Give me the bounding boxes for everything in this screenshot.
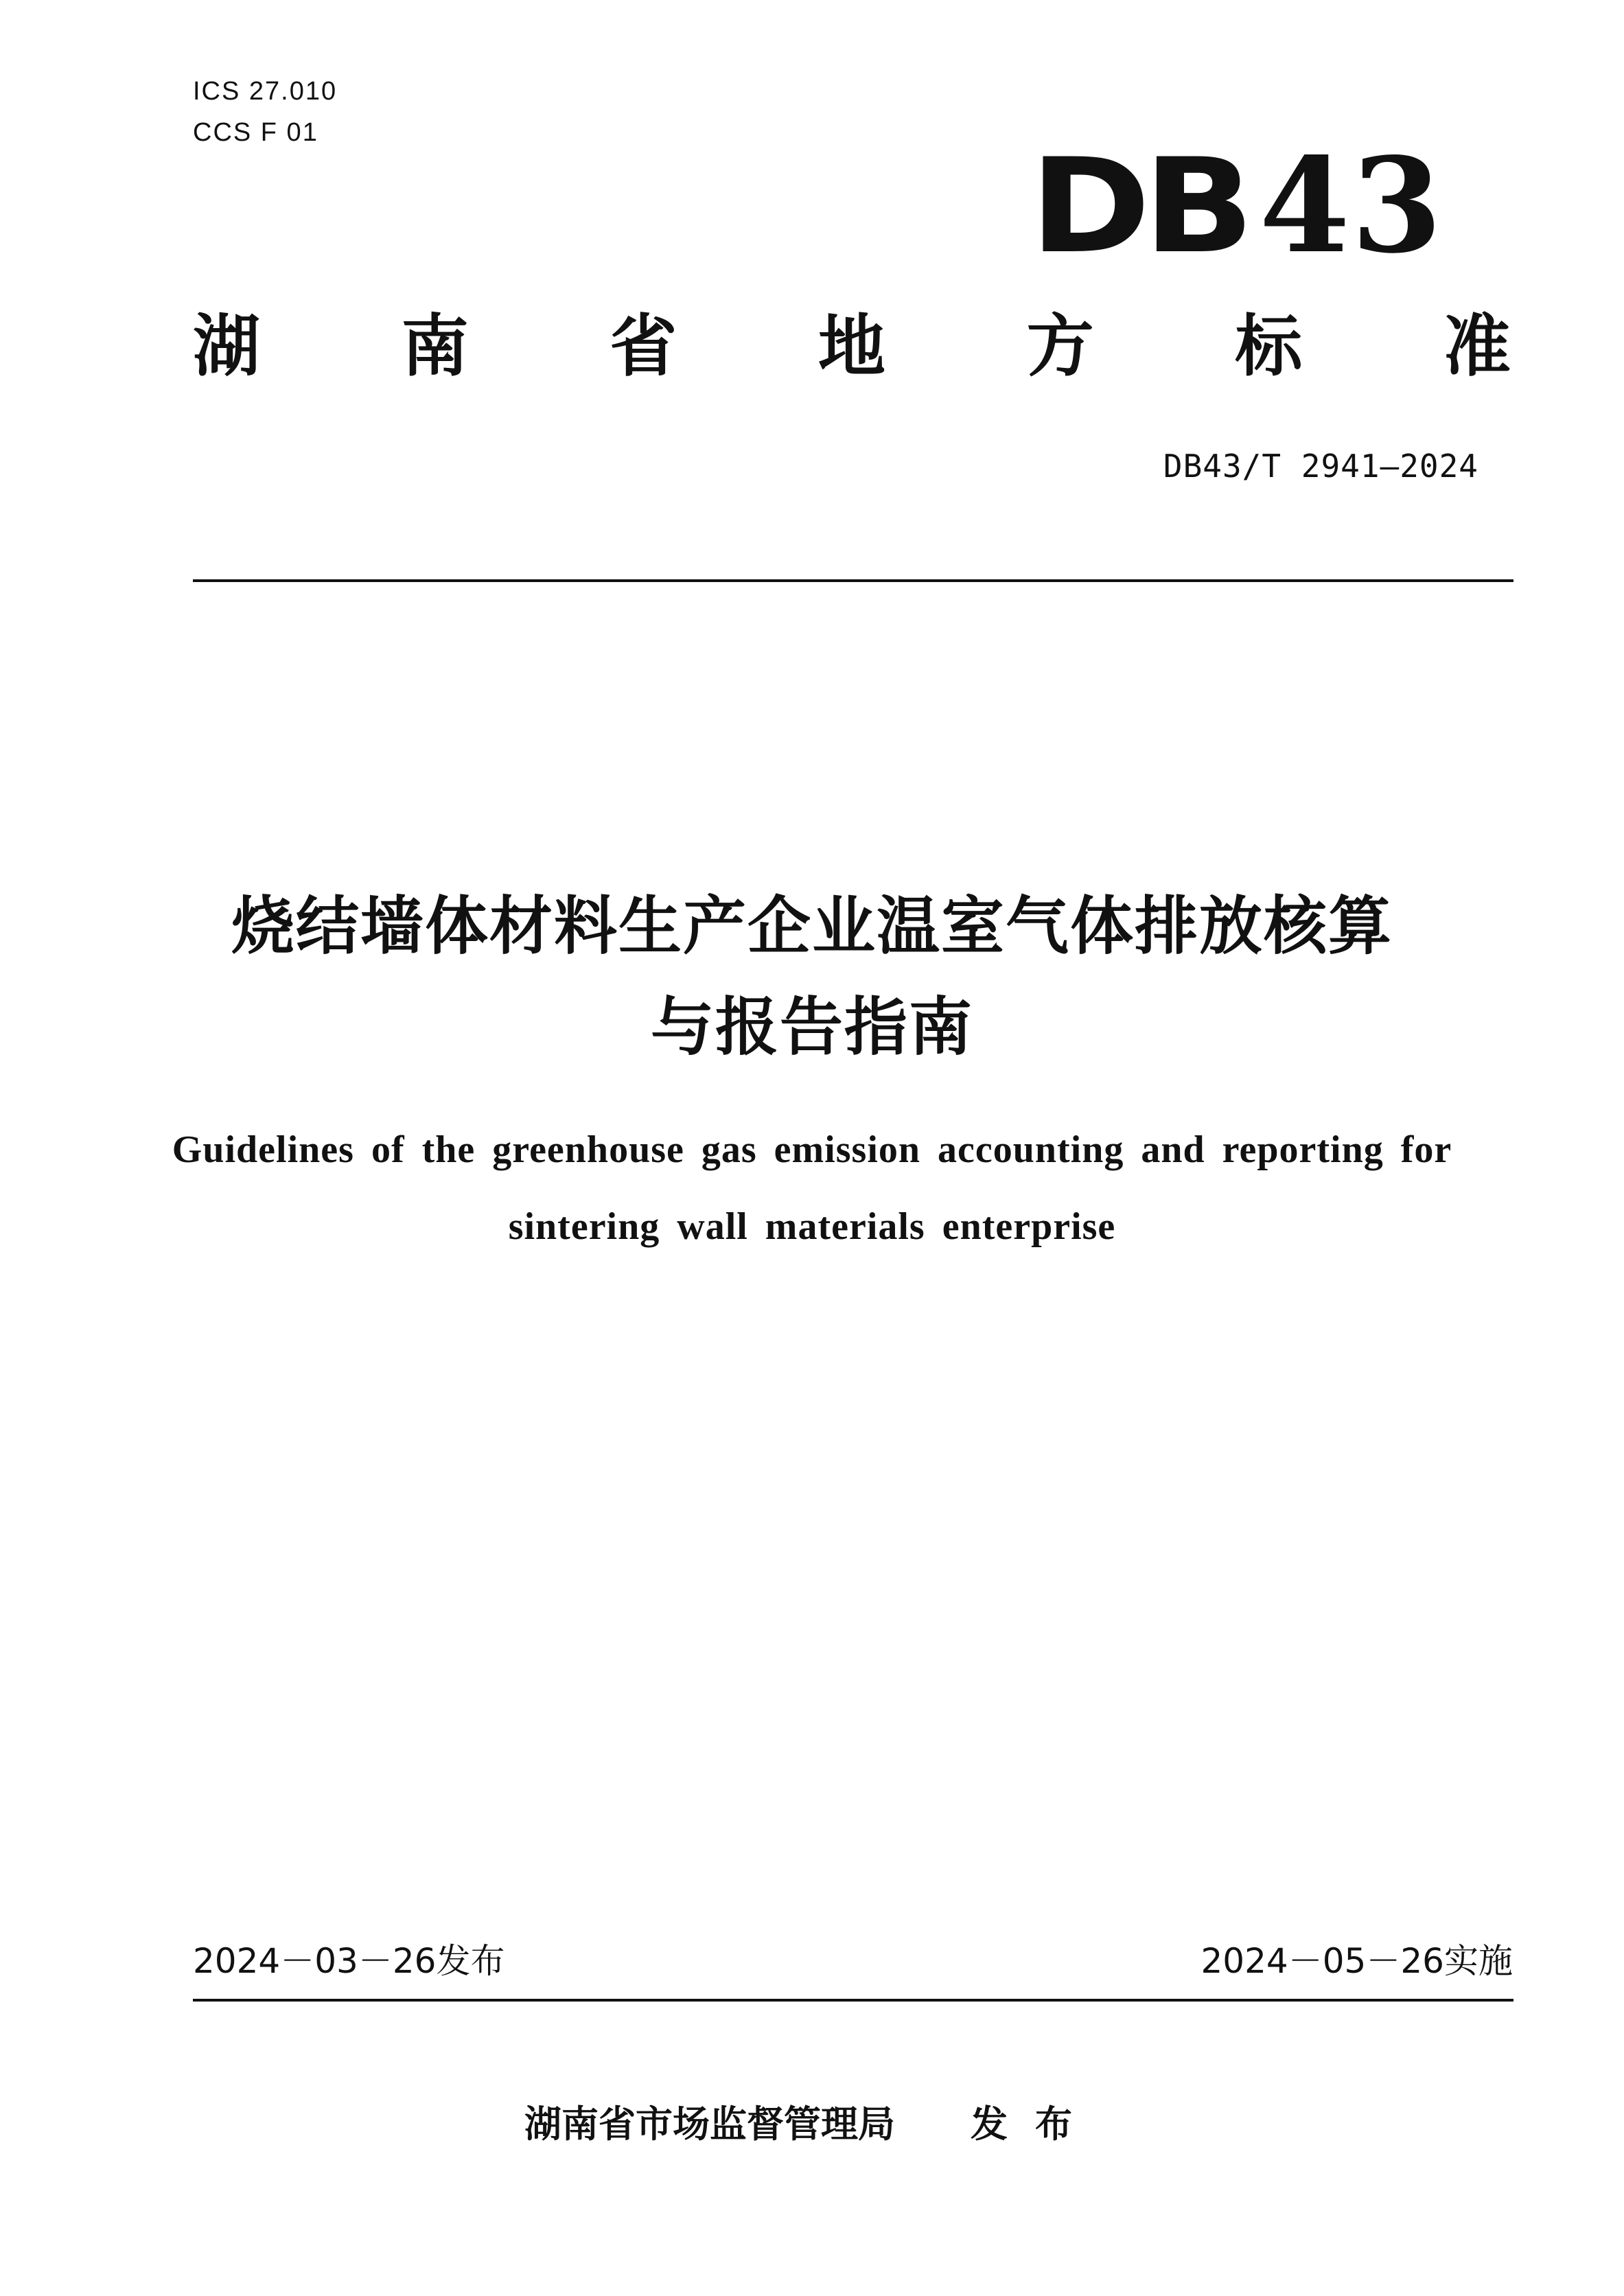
top-divider (193, 579, 1513, 582)
implementation-date: 2024－05－26实施 (1200, 1941, 1513, 1981)
standard-kind-char: 准 (1443, 308, 1511, 386)
title-en-line-1: Guidelines of the greenhouse gas emission accounting and reporting for (172, 1128, 1452, 1171)
logo-prefix: DB (1030, 130, 1247, 282)
publisher-action: 发布 (971, 2102, 1100, 2146)
standard-kind-char: 省 (610, 308, 677, 386)
standard-kind-char: 方 (1026, 308, 1094, 386)
title-cn-line-2: 与报告指南 (650, 990, 973, 1064)
standard-kind-char: 湖 (193, 308, 261, 386)
db43-logo (1030, 129, 1443, 282)
standard-kind-heading (193, 309, 1511, 384)
ccs-code: CCS F 01 (193, 118, 318, 147)
ics-code: ICS 27.010 (193, 77, 338, 106)
publish-date: 2024－03－26发布 (193, 1941, 505, 1981)
publisher-line (0, 2100, 1624, 2148)
standard-kind-char: 地 (817, 308, 885, 386)
standard-kind-char: 南 (401, 308, 469, 386)
standard-kind-char: 标 (1235, 308, 1303, 386)
standard-number: DB43/T 2941—2024 (1163, 448, 1478, 485)
title-cn-line-1: 烧结墙体材料生产企业温室气体排放核算 (231, 890, 1393, 963)
logo-number: 43 (1259, 129, 1443, 282)
publisher-name: 湖南省市场监督管理局 (524, 2102, 895, 2146)
title-en-line-2: sintering wall materials enterprise (508, 1205, 1116, 1248)
bottom-divider (193, 1999, 1513, 2002)
